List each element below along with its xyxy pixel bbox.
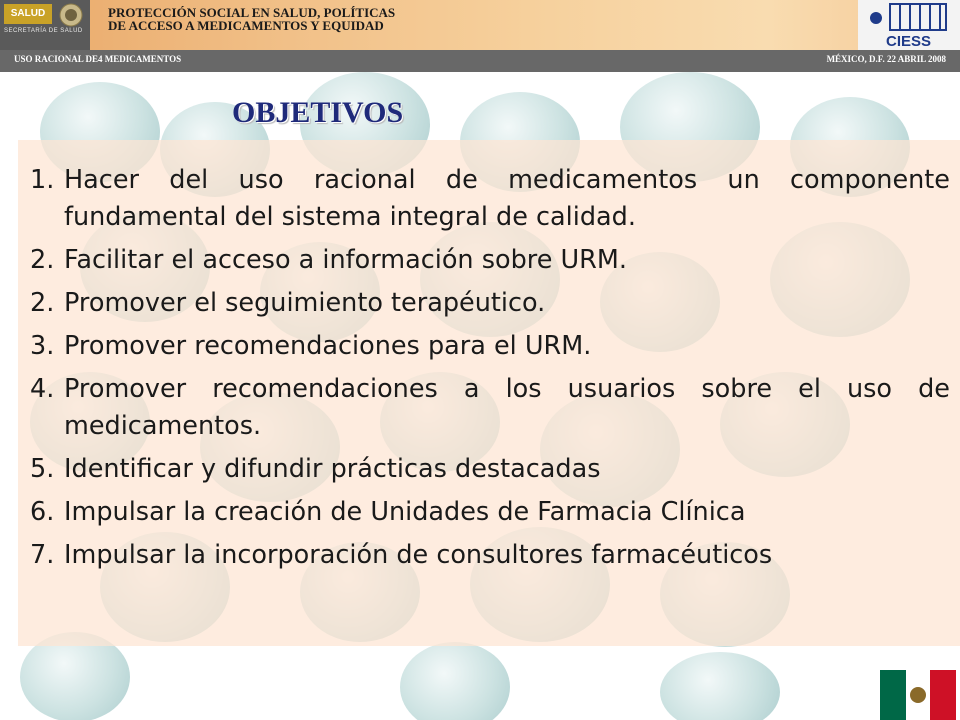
list-item-number: 6. [30,497,55,527]
list-item-text: Hacer del uso racional de medicamentos un componente fundamental del sistema integral de calidad. [64,165,950,232]
header-title-line-2: DE ACCESO A MEDICAMENTOS Y EQUIDAD [108,18,384,33]
list-item-text: Impulsar la incorporación de consultores farmacéuticos [64,540,773,570]
pill-image [660,652,780,720]
list-item-number: 2. [30,288,55,318]
subbar-date-location: MÉXICO, D.F. 22 ABRIL 2008 [826,54,946,64]
header-title-line-1: PROTECCIÓN SOCIAL EN SALUD, POLÍTICAS [108,5,396,20]
ciess-building-icon [858,0,960,50]
objectives-list [30,162,950,580]
slide-title: OBJETIVOS [232,96,404,129]
list-item [30,371,950,445]
list-item [30,285,950,322]
list-item-number: 7. [30,540,55,570]
list-item-number: 2. [30,245,55,275]
list-item [30,494,950,531]
salud-logo-subtext: SECRETARÍA DE SALUD [4,28,83,34]
mexican-coat-of-arms-icon [56,2,86,28]
list-item-text: Promover recomendaciones a los usuarios sobre el uso de medicamentos. [64,374,950,441]
list-item-text: Facilitar el acceso a información sobre URM. [64,245,627,275]
list-item-number: 1. [30,165,55,195]
subheader-bar [0,50,960,72]
flag-emblem [910,687,926,703]
header-band [0,0,960,50]
list-item [30,162,950,236]
presentation-header-title [108,6,578,32]
ciess-logo [858,0,960,50]
list-item-number: 4. [30,374,55,404]
list-item-text: Promover el seguimiento terapéutico. [64,288,546,318]
list-item-text: Impulsar la creación de Unidades de Farmacia Clínica [64,497,746,527]
list-item [30,537,950,574]
list-item [30,242,950,279]
mexican-flag-icon [880,670,956,720]
salud-logo [0,0,90,50]
subbar-topic: USO RACIONAL DE4 MEDICAMENTOS [14,54,182,64]
list-item [30,328,950,365]
list-item-number: 5. [30,454,55,484]
salud-logo-text: SALUD [4,4,52,24]
ciess-logo-text: CIESS [886,33,932,50]
list-item-number: 3. [30,331,55,361]
pill-image [400,642,510,720]
list-item-text: Identificar y difundir prácticas destacadas [64,454,601,484]
list-item [30,451,950,488]
list-item-text: Promover recomendaciones para el URM. [64,331,592,361]
